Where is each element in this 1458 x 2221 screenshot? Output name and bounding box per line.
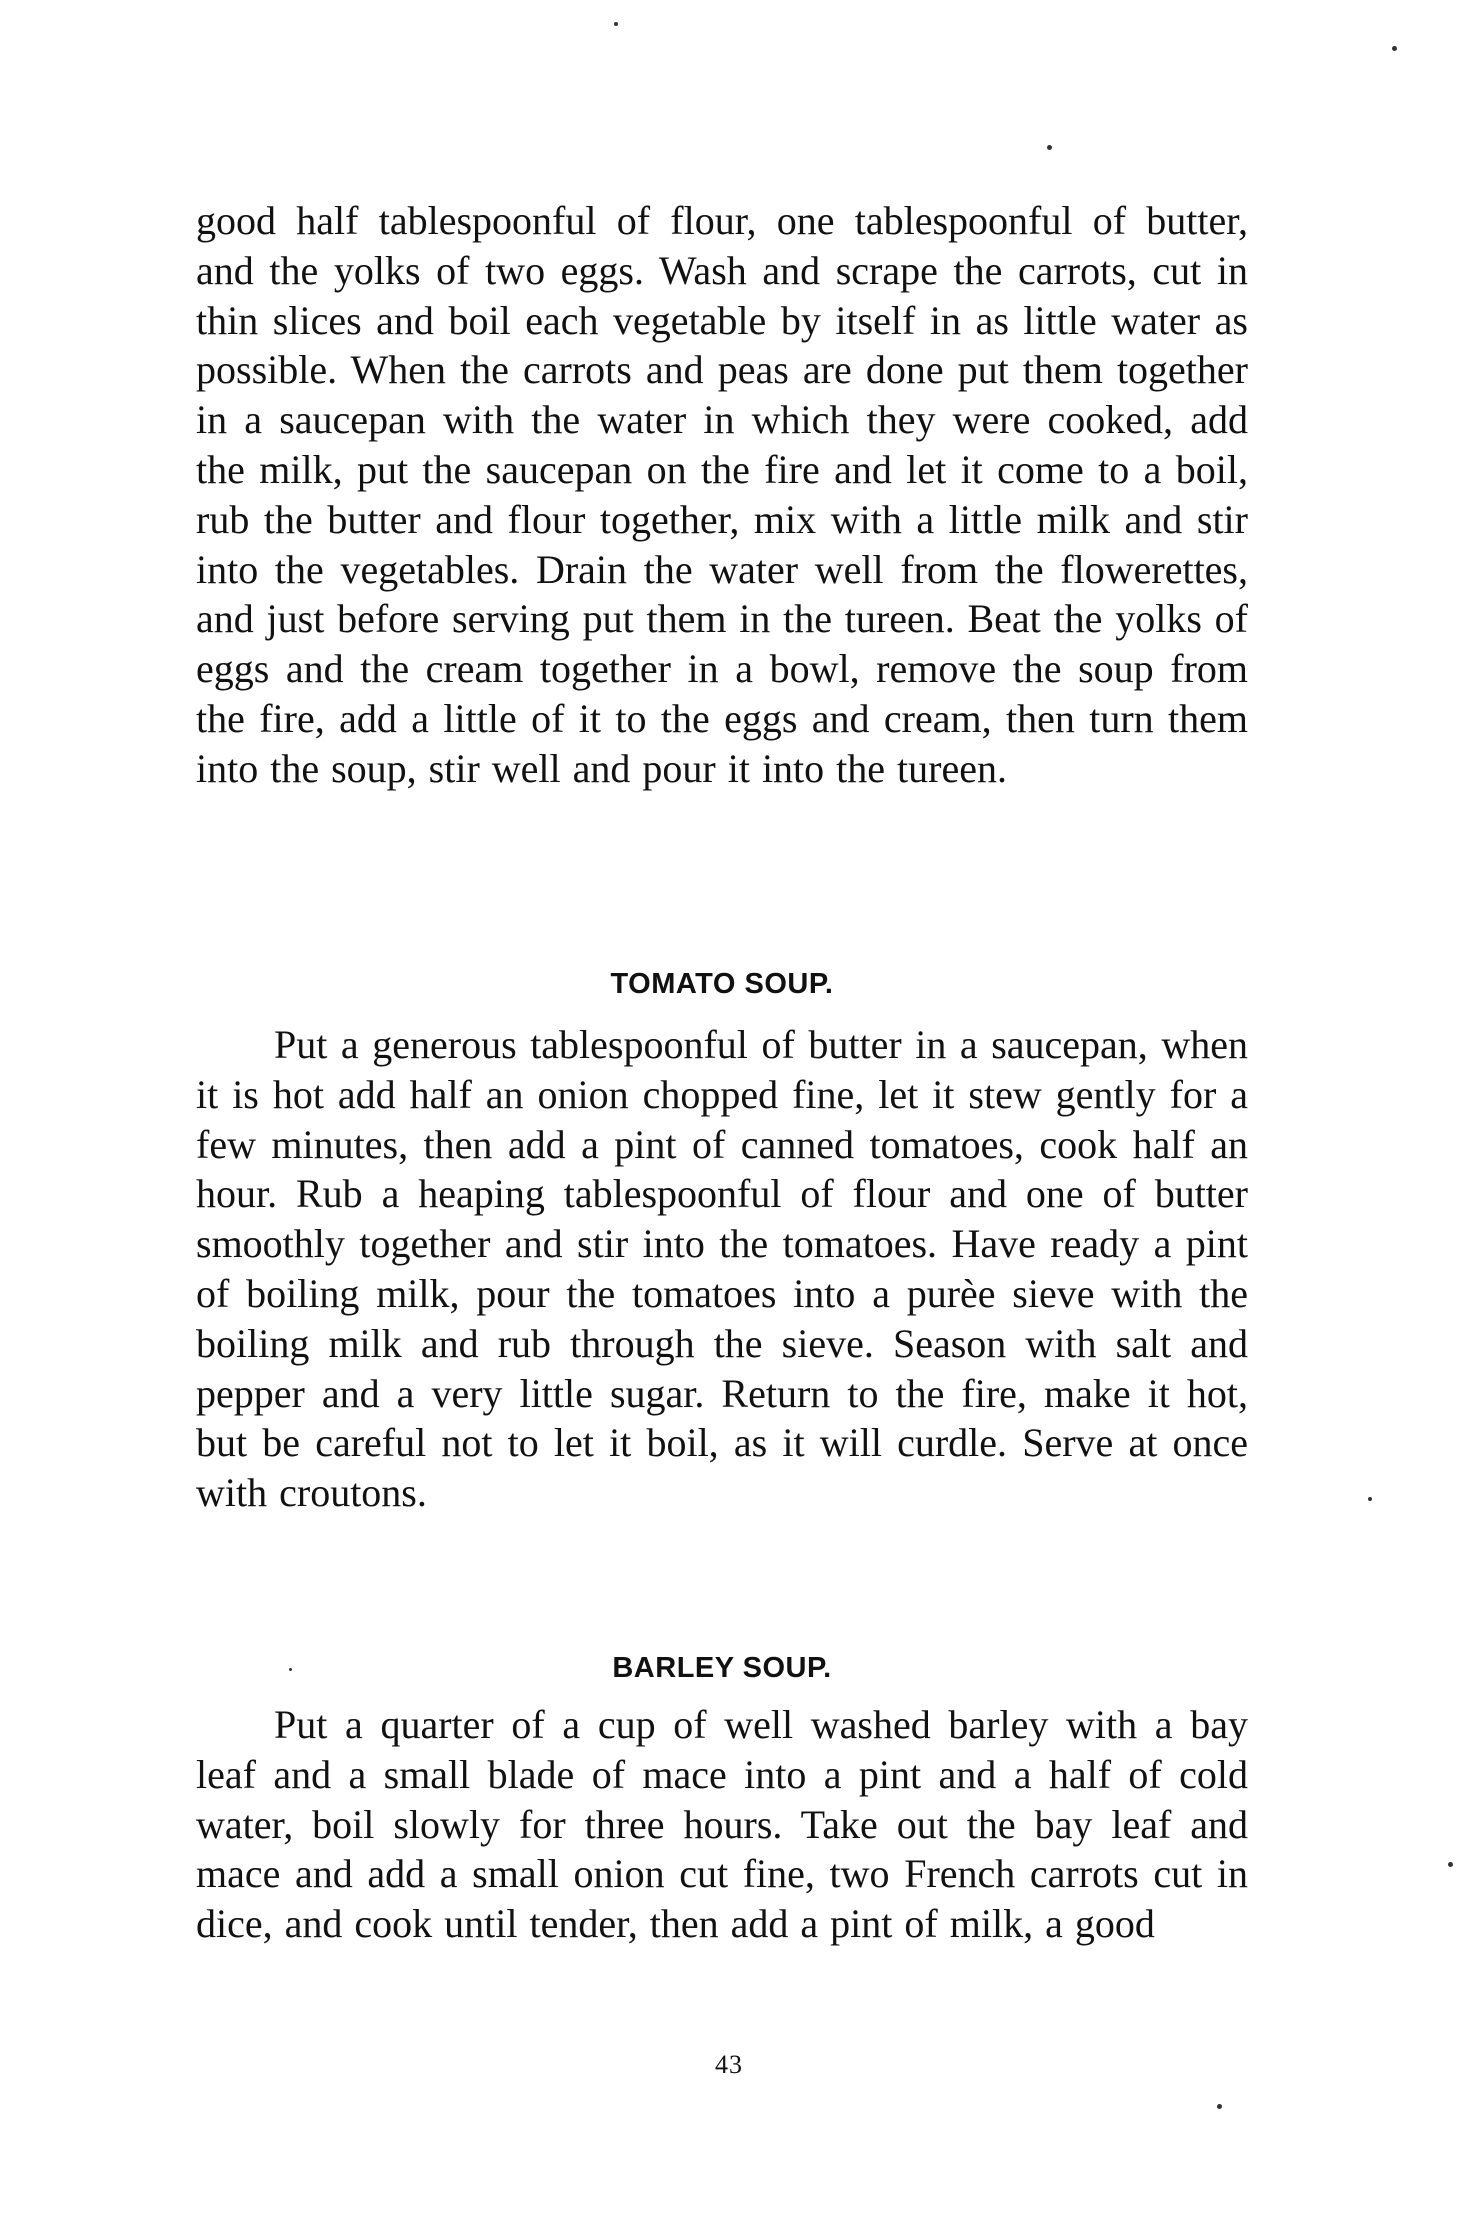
tomato-soup-heading: TOMATO SOUP. <box>610 968 834 1000</box>
paper-speck <box>289 1668 292 1671</box>
intro-paragraph-block <box>196 196 1248 794</box>
barley-paragraph-block <box>196 1700 1248 1949</box>
page-number: 43 <box>715 2050 743 2079</box>
intro-paragraph: good half tablespoonful of flour, one tablespoonful of butter, and the yolks of two eggs. Wash and scrape the carrots, cut in thin slices and boil each vegetable by itself in as little water as possible. When the carrots and peas are done put them together in a saucepan with the water in which they were cooked, add the milk, put the saucepan on the fire and let it come to a boil, rub the butter and flour together, mix with a little milk and stir into the vegetables. Drain the water well from the flowerettes, and just before serving put them in the tureen. Beat the yolks of eggs and the cream together in a bowl, remove the soup from the fire, add a little of it to the eggs and cream, then turn them into the soup, stir well and pour it into the tureen. <box>196 198 1248 791</box>
paper-speck <box>614 22 618 26</box>
paper-speck <box>1392 46 1397 51</box>
paper-speck <box>1368 1497 1372 1501</box>
tomato-soup-paragraph: Put a generous tablespoonful of butter in a saucepan, when it is hot add half an onion chopped fine, let it stew gently for a few minutes, then add a pint of canned tomatoes, cook half an hour. Rub a heaping tablespoonful of flour and one of butter smoothly together and stir into the tomatoes. Have ready a pint of boiling milk, pour the tomatoes into a purèe sieve with the boiling milk and rub through the sieve. Season with salt and pepper and a very little sugar. Return to the fire, make it hot, but be careful not to let it boil, as it will curdle. Serve at once with croutons. <box>196 1022 1248 1516</box>
tomato-paragraph-block <box>196 1020 1248 1518</box>
paper-speck <box>1217 2104 1222 2109</box>
paper-speck <box>1448 1862 1453 1867</box>
barley-soup-paragraph: Put a quarter of a cup of well washed barley with a bay leaf and a small blade of mace into a pint and a half of cold water, boil slowly for three hours. Take out the bay leaf and mace and add a small onion cut fine, two French carrots cut in dice, and cook until tender, then add a pint of milk, a good <box>196 1702 1248 1947</box>
barley-soup-heading: BARLEY SOUP. <box>612 1652 832 1684</box>
paper-speck <box>1047 145 1052 150</box>
